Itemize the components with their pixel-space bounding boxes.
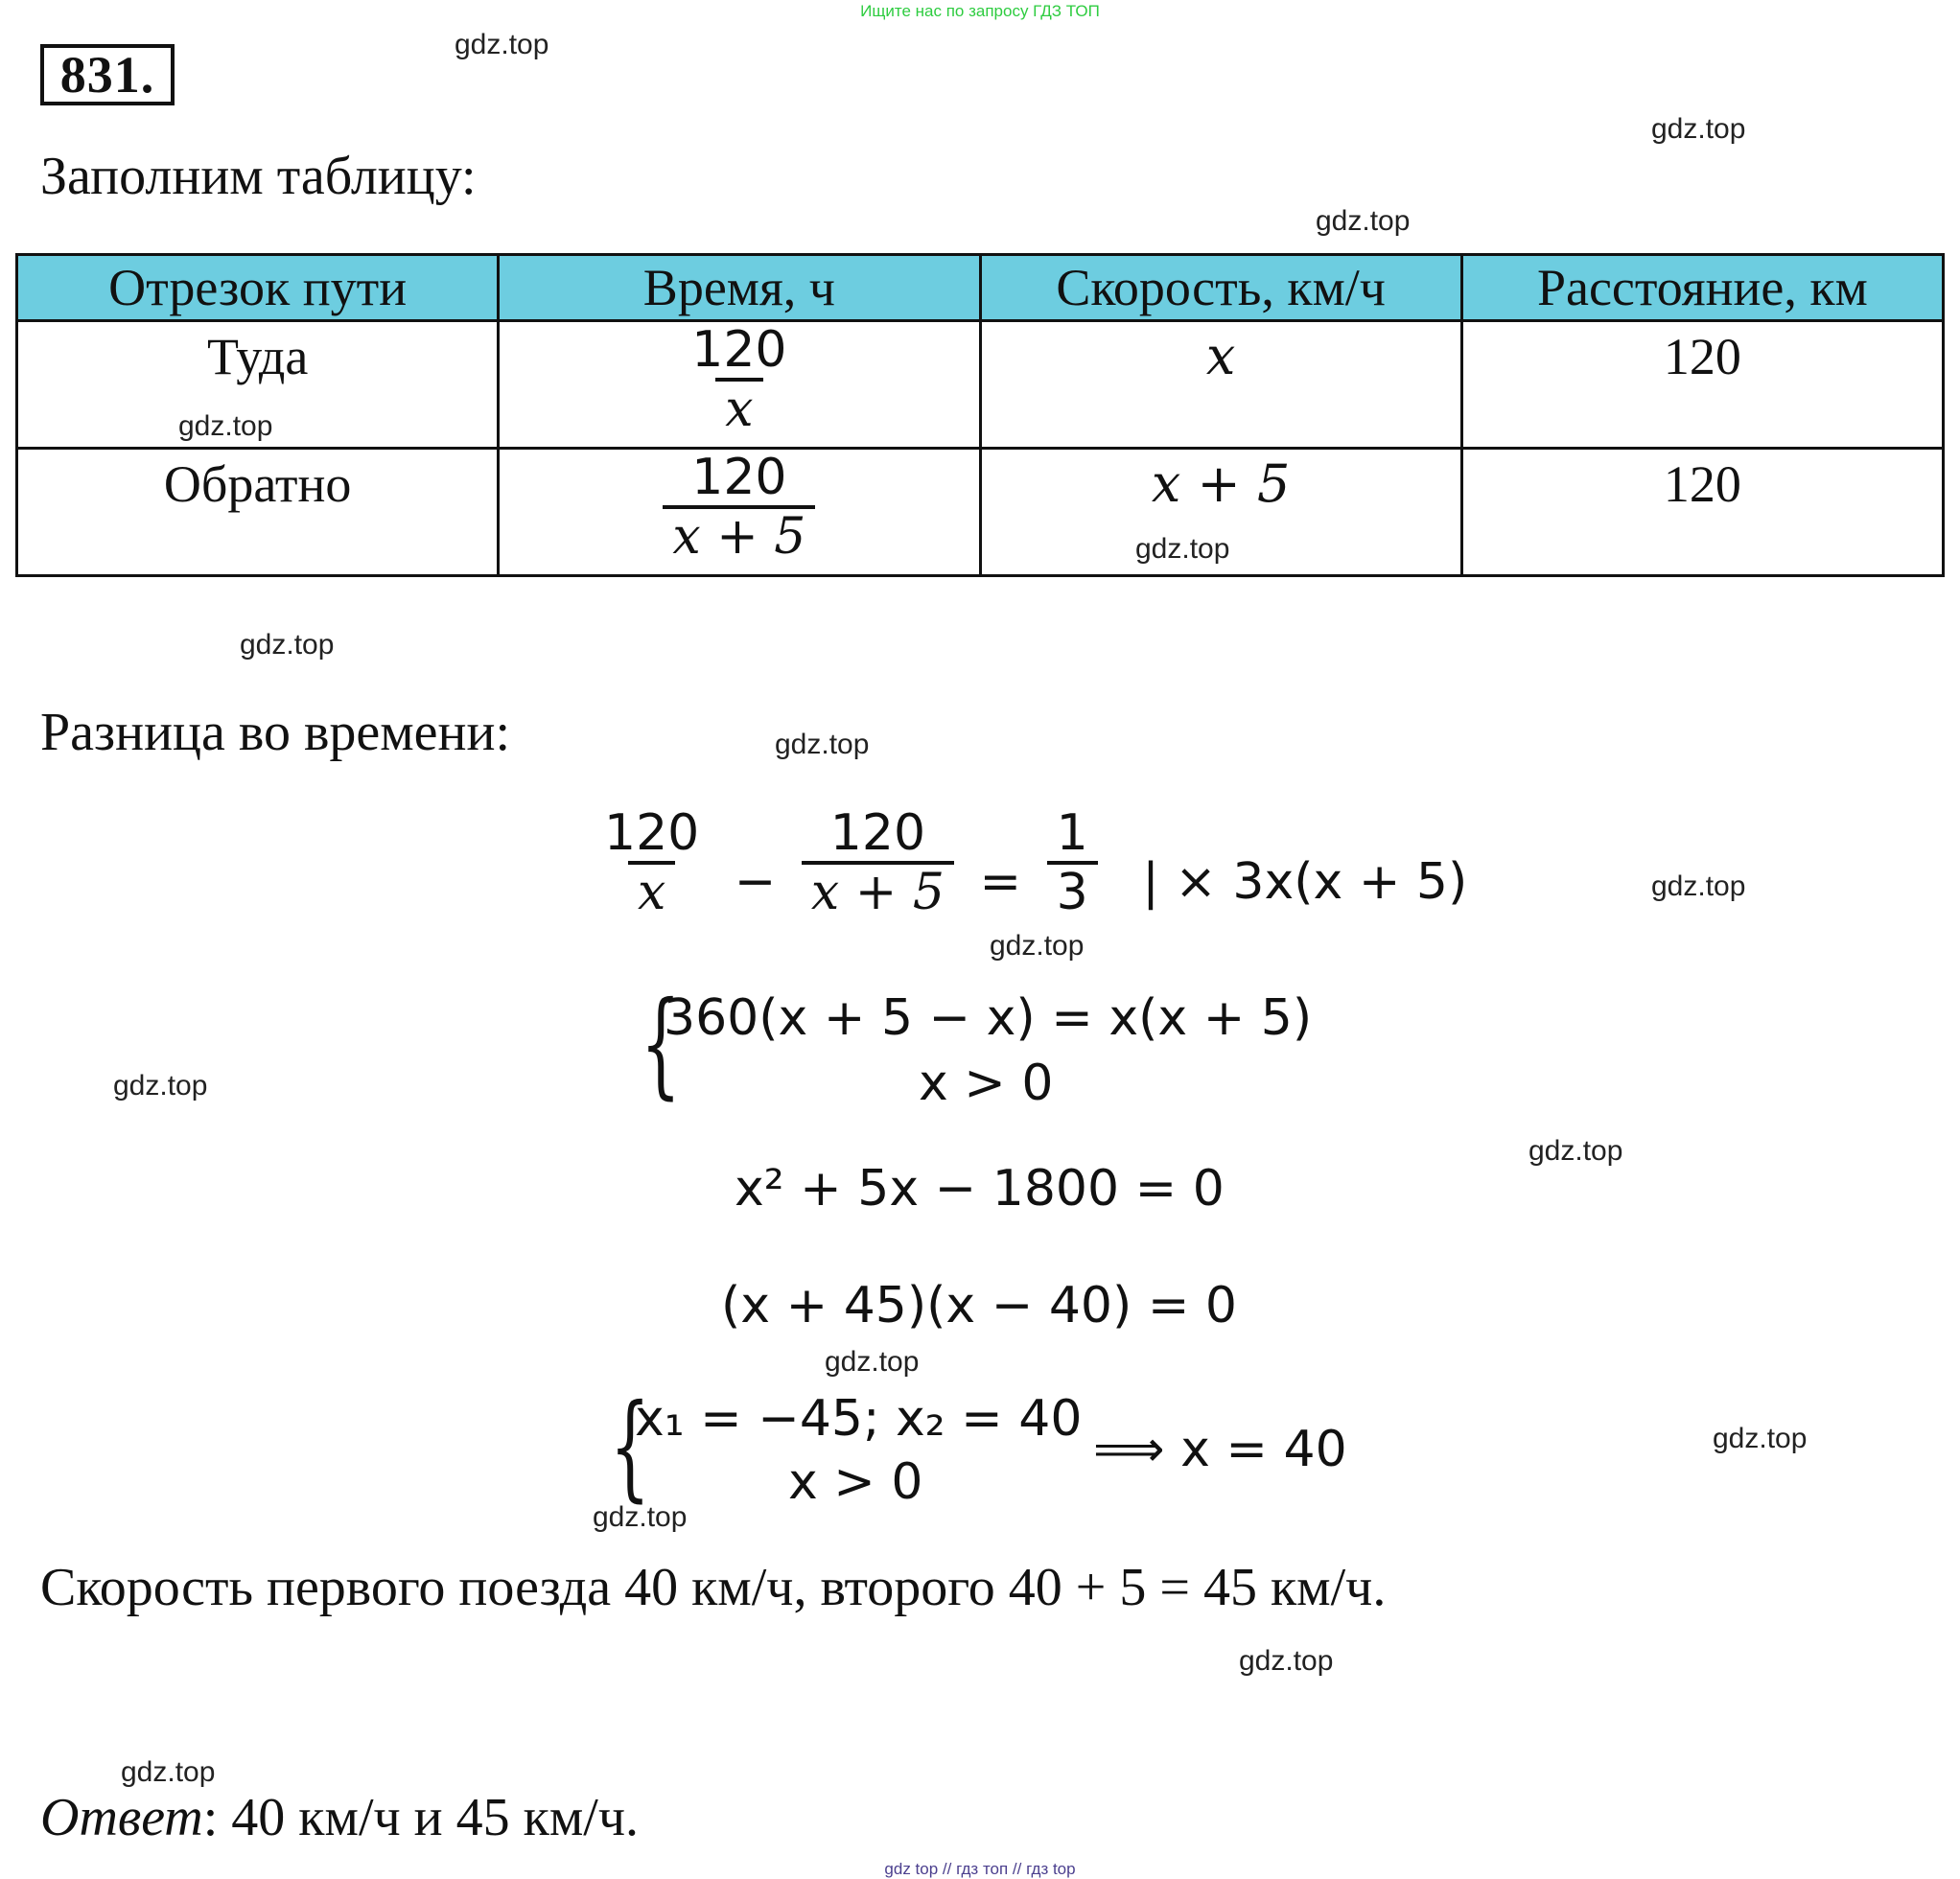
watermark: gdz.top [1651, 113, 1746, 145]
top-banner: Ищите нас по запросу ГДЗ ТОП [860, 2, 1100, 20]
watermark: gdz.top [1239, 1645, 1334, 1677]
problem-number: 831. [40, 44, 175, 105]
table-row [17, 449, 1944, 576]
watermark: gdz.top [990, 930, 1085, 962]
system-brace: { [641, 978, 681, 1111]
cell-distance: 120 [1461, 449, 1943, 576]
quadratic-equation: x² + 5x − 1800 = 0 [735, 1160, 1225, 1218]
cell-speed: x [980, 321, 1461, 449]
equation-time-difference [595, 805, 1467, 920]
footer-links[interactable]: gdz top // гдз топ // гдз top [884, 1860, 1076, 1878]
minus-sign: − [734, 853, 777, 911]
watermark: gdz.top [1651, 870, 1746, 902]
system2-line1: x₁ = −45; x₂ = 40 [635, 1390, 1083, 1448]
factored-equation: (x + 45)(x − 40) = 0 [721, 1277, 1238, 1334]
time-denominator: x [715, 378, 762, 437]
watermark: gdz.top [178, 410, 273, 442]
system1-line2: x > 0 [919, 1055, 1054, 1112]
watermark: gdz.top [240, 629, 335, 661]
table-row [17, 321, 1944, 449]
table-header-row [17, 255, 1944, 321]
frac-b-numerator: 120 [829, 804, 926, 862]
watermark: gdz.top [775, 729, 870, 760]
cell-time [499, 449, 980, 576]
header-distance: Расстояние, км [1461, 255, 1943, 321]
answer-text: : 40 км/ч и 45 км/ч. [202, 1788, 640, 1847]
system-brace: { [610, 1380, 650, 1514]
intro-text: Заполним таблицу: [40, 147, 477, 206]
answer-label: Ответ [40, 1788, 203, 1847]
time-denominator: x + 5 [663, 505, 815, 565]
time-numerator: 120 [691, 321, 787, 379]
watermark: gdz.top [1316, 205, 1411, 237]
watermark: gdz.top [113, 1070, 208, 1102]
header-speed: Скорость, км/ч [980, 255, 1461, 321]
header-time: Время, ч [499, 255, 980, 321]
watermark: gdz.top [1713, 1423, 1808, 1454]
frac-a-numerator: 120 [604, 804, 700, 862]
multiplier: | × 3x(x + 5) [1142, 853, 1468, 911]
header-segment: Отрезок пути [17, 255, 499, 321]
frac-b-denominator: x + 5 [802, 861, 954, 920]
watermark: gdz.top [593, 1501, 688, 1533]
equals-sign: = [979, 853, 1022, 911]
data-table [15, 253, 1945, 577]
frac-a-denominator: x [628, 861, 675, 920]
watermark: gdz.top [825, 1346, 920, 1378]
system2-line2: x > 0 [788, 1453, 923, 1511]
system2-result: ⟹ x = 40 [1093, 1421, 1347, 1478]
conclusion-text: Скорость первого поезда 40 км/ч, второго 40 + 5 = 45 км/ч. [40, 1558, 1387, 1617]
answer-line [40, 1787, 639, 1848]
cell-speed: x + 5 [980, 449, 1461, 576]
frac-c-denominator: 3 [1047, 861, 1098, 920]
watermark: gdz.top [455, 29, 549, 60]
time-numerator: 120 [691, 449, 787, 506]
cell-segment: Туда [17, 321, 499, 449]
system1-line1: 360(x + 5 − x) = x(x + 5) [664, 989, 1313, 1047]
watermark: gdz.top [1135, 533, 1230, 565]
cell-distance: 120 [1461, 321, 1943, 449]
watermark: gdz.top [121, 1756, 216, 1788]
difference-label: Разница во времени: [40, 703, 511, 762]
cell-time [499, 321, 980, 449]
watermark: gdz.top [1528, 1135, 1623, 1167]
frac-c-numerator: 1 [1056, 804, 1088, 862]
cell-segment: Обратно [17, 449, 499, 576]
